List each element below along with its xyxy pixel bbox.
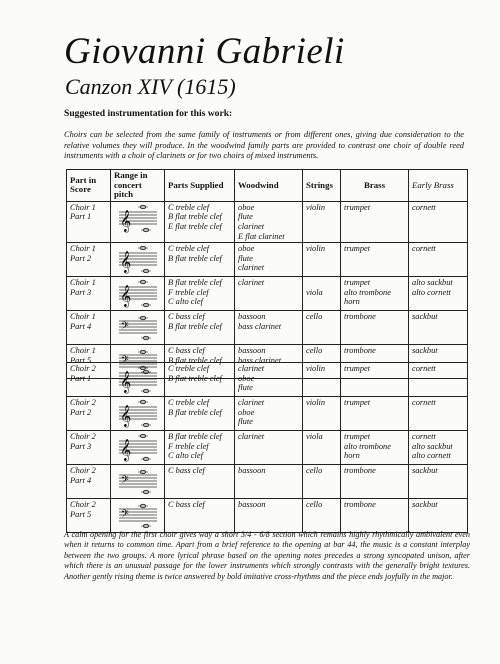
woodwind-cell xyxy=(235,397,303,431)
brass-cell xyxy=(341,499,409,533)
parts-supplied-cell-line: C treble clef xyxy=(168,202,210,212)
woodwind-cell-line: bassoon xyxy=(238,312,266,322)
early-brass-cell-line: cornett xyxy=(412,398,436,407)
woodwind-cell-line: bassoon xyxy=(238,346,266,356)
strings-cell-line: cello xyxy=(306,466,323,475)
clef-glyph: 𝄢 xyxy=(120,320,129,335)
clef-glyph: 𝄞 xyxy=(119,251,131,274)
table-row xyxy=(67,465,468,499)
part-cell-line: Part 5 xyxy=(70,355,92,365)
brass-cell-line: trombone xyxy=(344,500,376,509)
part-cell xyxy=(67,277,111,311)
strings-cell xyxy=(303,397,341,431)
woodwind-cell-line: flute xyxy=(238,417,253,427)
strings-cell xyxy=(303,311,341,345)
early-brass-cell-line: cornett xyxy=(412,244,436,254)
parts-supplied-cell-line: B flat treble clef xyxy=(168,253,222,263)
early-brass-cell xyxy=(409,431,468,465)
woodwind-cell-line: flute xyxy=(238,383,253,393)
intro-paragraph: Choirs can be selected from the same family of instruments or from different ones, giving due consideration to the relative volumes they will produce. In the woodwind family parts are provided to contrast one choir of double reed instruments with a choir of clarinets or for two choirs of mixed instruments. xyxy=(64,130,464,161)
parts-supplied-cell-line: B flat treble clef xyxy=(168,355,222,365)
woodwind-cell xyxy=(235,243,303,277)
parts-supplied-cell-line: E flat treble clef xyxy=(168,221,222,231)
part-cell xyxy=(67,397,111,431)
part-cell xyxy=(67,363,111,397)
woodwind-cell xyxy=(235,277,303,311)
early-brass-cell-line: cornett xyxy=(412,202,436,212)
early-brass-cell xyxy=(409,243,468,277)
early-brass-cell-line: sackbut xyxy=(412,312,438,322)
part-cell xyxy=(67,311,111,345)
brass-cell xyxy=(341,465,409,499)
range-cell xyxy=(111,277,165,311)
part-cell-line: Part 1 xyxy=(70,212,92,222)
parts-supplied-cell-line: C alto clef xyxy=(168,297,203,307)
table-row xyxy=(67,243,468,277)
part-cell-line: Choir 2 xyxy=(70,364,96,373)
woodwind-cell-line: clarinet xyxy=(238,432,265,441)
part-cell-line: Choir 1 xyxy=(70,346,96,356)
part-cell-line: Part 3 xyxy=(70,441,92,451)
treble-clef-staff-icon xyxy=(116,244,160,274)
treble-clef-staff-icon xyxy=(116,203,160,233)
clef-glyph: 𝄞 xyxy=(119,285,131,308)
woodwind-cell-line: clarinet xyxy=(238,221,265,231)
table-row xyxy=(67,201,468,242)
strings-cell-line: cello xyxy=(306,346,323,356)
brass-cell xyxy=(341,397,409,431)
woodwind-cell xyxy=(235,363,303,397)
early-brass-cell-line: alto sackbut xyxy=(412,441,453,451)
part-cell-line: Choir 1 xyxy=(70,312,96,322)
brass-cell-line: horn xyxy=(344,451,360,461)
column-header: Part in Score xyxy=(67,170,111,202)
clef-glyph: 𝄞 xyxy=(119,371,131,393)
woodwind-cell xyxy=(235,499,303,533)
range-cell xyxy=(111,201,165,242)
range-cell xyxy=(111,243,165,277)
early-brass-cell-line: sackbut xyxy=(412,346,438,356)
parts-supplied-cell-line: C treble clef xyxy=(168,398,210,407)
strings-cell xyxy=(303,431,341,465)
parts-supplied-cell xyxy=(165,277,235,311)
parts-supplied-cell xyxy=(165,499,235,533)
part-cell-line: Part 4 xyxy=(70,475,92,485)
strings-cell xyxy=(303,363,341,397)
parts-supplied-cell-line: B flat treble clef xyxy=(168,321,222,331)
woodwind-cell xyxy=(235,431,303,465)
early-brass-cell-line: sackbut xyxy=(412,500,438,509)
column-header: Brass xyxy=(341,170,409,202)
clef-glyph: 𝄢 xyxy=(120,354,129,369)
clef-glyph: 𝄞 xyxy=(119,209,131,232)
woodwind-cell-line: oboe xyxy=(238,202,255,212)
early-brass-cell-line: alto cornett xyxy=(412,287,451,297)
woodwind-cell-line: bassoon xyxy=(238,500,266,509)
part-cell-line: Choir 2 xyxy=(70,398,96,407)
strings-cell-line: cello xyxy=(306,312,323,322)
range-cell xyxy=(111,311,165,345)
early-brass-cell-line: cornett xyxy=(412,364,436,373)
woodwind-cell-line: bass clarinet xyxy=(238,321,282,331)
early-brass-cell-line: sackbut xyxy=(412,466,438,475)
range-cell xyxy=(111,465,165,499)
table-row xyxy=(67,277,468,311)
brass-cell-line: trombone xyxy=(344,346,376,356)
parts-supplied-cell-line: B flat treble clef xyxy=(168,432,222,441)
parts-supplied-cell xyxy=(165,243,235,277)
strings-cell xyxy=(303,465,341,499)
parts-supplied-cell xyxy=(165,431,235,465)
part-cell-line: Part 2 xyxy=(70,253,92,263)
brass-cell-line: trumpet xyxy=(344,432,371,441)
treble-clef-staff-icon xyxy=(116,364,160,394)
strings-cell-line: violin xyxy=(306,398,326,407)
clef-glyph: 𝄢 xyxy=(120,474,129,488)
parts-supplied-cell xyxy=(165,311,235,345)
parts-supplied-cell-line: F treble clef xyxy=(168,287,209,297)
brass-cell-line: trumpet xyxy=(344,202,371,212)
brass-cell xyxy=(341,277,409,311)
strings-cell-line: viola xyxy=(306,287,323,297)
woodwind-cell xyxy=(235,465,303,499)
woodwind-cell-line: oboe xyxy=(238,244,255,254)
suggested-heading: Suggested instrumentation for this work: xyxy=(64,108,233,119)
woodwind-cell xyxy=(235,201,303,242)
brass-cell-line: trumpet xyxy=(344,278,371,288)
early-brass-cell-line: cornett xyxy=(412,432,436,441)
table-row xyxy=(67,431,468,465)
table-header-row xyxy=(67,170,468,202)
table-row xyxy=(67,499,468,533)
table-row xyxy=(67,311,468,345)
brass-cell xyxy=(341,431,409,465)
strings-cell-line: violin xyxy=(306,364,326,373)
treble-clef-staff-icon xyxy=(116,278,160,308)
parts-supplied-cell-line: C bass clef xyxy=(168,500,205,509)
choir-1-table xyxy=(66,169,468,379)
early-brass-cell xyxy=(409,201,468,242)
column-header: Parts Supplied xyxy=(165,170,235,202)
range-cell xyxy=(111,431,165,465)
bass-clef-staff-icon xyxy=(116,312,160,342)
column-header: Strings xyxy=(303,170,341,202)
brass-cell-line: alto trombone xyxy=(344,441,391,451)
parts-supplied-cell xyxy=(165,397,235,431)
parts-supplied-cell-line: B flat treble clef xyxy=(168,212,222,222)
brass-cell xyxy=(341,201,409,242)
parts-supplied-cell-line: B flat treble clef xyxy=(168,407,222,417)
brass-cell-line: trombone xyxy=(344,312,376,322)
part-cell-line: Choir 2 xyxy=(70,432,96,441)
parts-supplied-cell-line: B flat treble clef xyxy=(168,278,222,288)
table-row xyxy=(67,363,468,397)
part-cell-line: Choir 2 xyxy=(70,500,96,509)
parts-supplied-cell-line: C alto clef xyxy=(168,451,203,461)
part-cell xyxy=(67,499,111,533)
parts-supplied-cell xyxy=(165,201,235,242)
woodwind-cell-line: bassoon xyxy=(238,466,266,475)
description-paragraph: A calm opening for the first choir gives way a short 3/4 - 6/8 section which remains highly rhythmically ambivalent even when it returns to common time. Apart from a brief reference to the opening at bar 44, the music is a constant interplay between the two groups. A more lyrical phrase based on the opening notes precedes a strong syncopated unison, after which there is an unusual passage for the lower instruments which strongly contrasts with the generally bright textures. Another gently rising theme is twice answered by bold imitative cross-rhythms and the piece ends joyfully in the major. xyxy=(64,530,470,581)
range-cell xyxy=(111,363,165,397)
part-cell-line: Part 1 xyxy=(70,373,92,383)
parts-supplied-cell xyxy=(165,465,235,499)
part-cell-line: Choir 1 xyxy=(70,202,96,212)
strings-cell-line: cello xyxy=(306,500,323,509)
part-cell-line: Choir 1 xyxy=(70,278,96,288)
strings-cell-line: viola xyxy=(306,432,323,441)
bass-clef-staff-icon xyxy=(116,466,160,496)
treble-clef-staff-icon xyxy=(116,398,160,428)
brass-cell-line: trumpet xyxy=(344,244,371,254)
bass-clef-staff-icon xyxy=(116,500,160,530)
brass-cell xyxy=(341,311,409,345)
strings-cell xyxy=(303,201,341,242)
part-cell xyxy=(67,465,111,499)
range-cell xyxy=(111,499,165,533)
parts-supplied-cell-line: C bass clef xyxy=(168,466,205,475)
part-cell-line: Choir 2 xyxy=(70,466,96,475)
clef-glyph: 𝄞 xyxy=(119,405,131,427)
brass-cell xyxy=(341,243,409,277)
early-brass-cell-line: alto cornett xyxy=(412,451,451,461)
brass-cell-line: alto trombone xyxy=(344,287,391,297)
woodwind-cell-line: oboe xyxy=(238,373,255,383)
parts-supplied-cell-line: F treble clef xyxy=(168,441,209,451)
parts-supplied-cell-line: C treble clef xyxy=(168,244,210,254)
woodwind-cell-line: clarinet xyxy=(238,398,265,407)
parts-supplied-cell-line: C bass clef xyxy=(168,312,205,322)
part-cell-line: Part 5 xyxy=(70,509,92,519)
part-cell xyxy=(67,431,111,465)
early-brass-cell xyxy=(409,397,468,431)
brass-cell-line: trombone xyxy=(344,466,376,475)
strings-cell-line xyxy=(306,278,337,288)
brass-cell-line: horn xyxy=(344,297,360,307)
strings-cell-line: violin xyxy=(306,202,326,212)
woodwind-cell-line: clarinet xyxy=(238,278,265,288)
woodwind-cell-line: clarinet xyxy=(238,364,265,373)
column-header: Early Brass xyxy=(409,170,468,202)
clef-glyph: 𝄢 xyxy=(120,508,129,522)
strings-cell xyxy=(303,499,341,533)
woodwind-cell-line: flute xyxy=(238,212,253,222)
brass-cell-line: trumpet xyxy=(344,364,371,373)
range-cell xyxy=(111,397,165,431)
composer-name: Giovanni Gabrieli xyxy=(64,31,345,72)
parts-supplied-cell-line: B flat treble clef xyxy=(168,373,222,383)
part-cell-line: Part 2 xyxy=(70,407,92,417)
woodwind-cell-line: oboe xyxy=(238,407,255,417)
woodwind-cell-line: bass clarinet xyxy=(238,355,282,365)
early-brass-cell xyxy=(409,465,468,499)
early-brass-cell-line: alto sackbut xyxy=(412,278,453,288)
woodwind-cell-line: E flat clarinet xyxy=(238,231,285,241)
parts-supplied-cell-line: C treble clef xyxy=(168,364,210,373)
part-cell-line: Part 3 xyxy=(70,287,92,297)
early-brass-cell xyxy=(409,311,468,345)
early-brass-cell xyxy=(409,499,468,533)
part-cell xyxy=(67,201,111,242)
woodwind-cell-line: clarinet xyxy=(238,263,265,273)
column-header: Range in concert pitch xyxy=(111,170,165,202)
early-brass-cell xyxy=(409,363,468,397)
work-title: Canzon XIV (1615) xyxy=(65,74,236,99)
treble-clef-staff-icon xyxy=(116,432,160,462)
choir-2-table xyxy=(66,362,468,533)
clef-glyph: 𝄞 xyxy=(119,439,131,461)
strings-cell-line: violin xyxy=(306,244,326,254)
woodwind-cell-line: flute xyxy=(238,253,253,263)
part-cell xyxy=(67,243,111,277)
table-row xyxy=(67,397,468,431)
woodwind-cell xyxy=(235,311,303,345)
parts-supplied-cell xyxy=(165,363,235,397)
column-header: Woodwind xyxy=(235,170,303,202)
brass-cell-line: trumpet xyxy=(344,398,371,407)
part-cell-line: Part 4 xyxy=(70,321,92,331)
brass-cell xyxy=(341,363,409,397)
part-cell-line: Choir 1 xyxy=(70,244,96,254)
parts-supplied-cell-line: C bass clef xyxy=(168,346,205,356)
early-brass-cell xyxy=(409,277,468,311)
strings-cell xyxy=(303,243,341,277)
strings-cell xyxy=(303,277,341,311)
